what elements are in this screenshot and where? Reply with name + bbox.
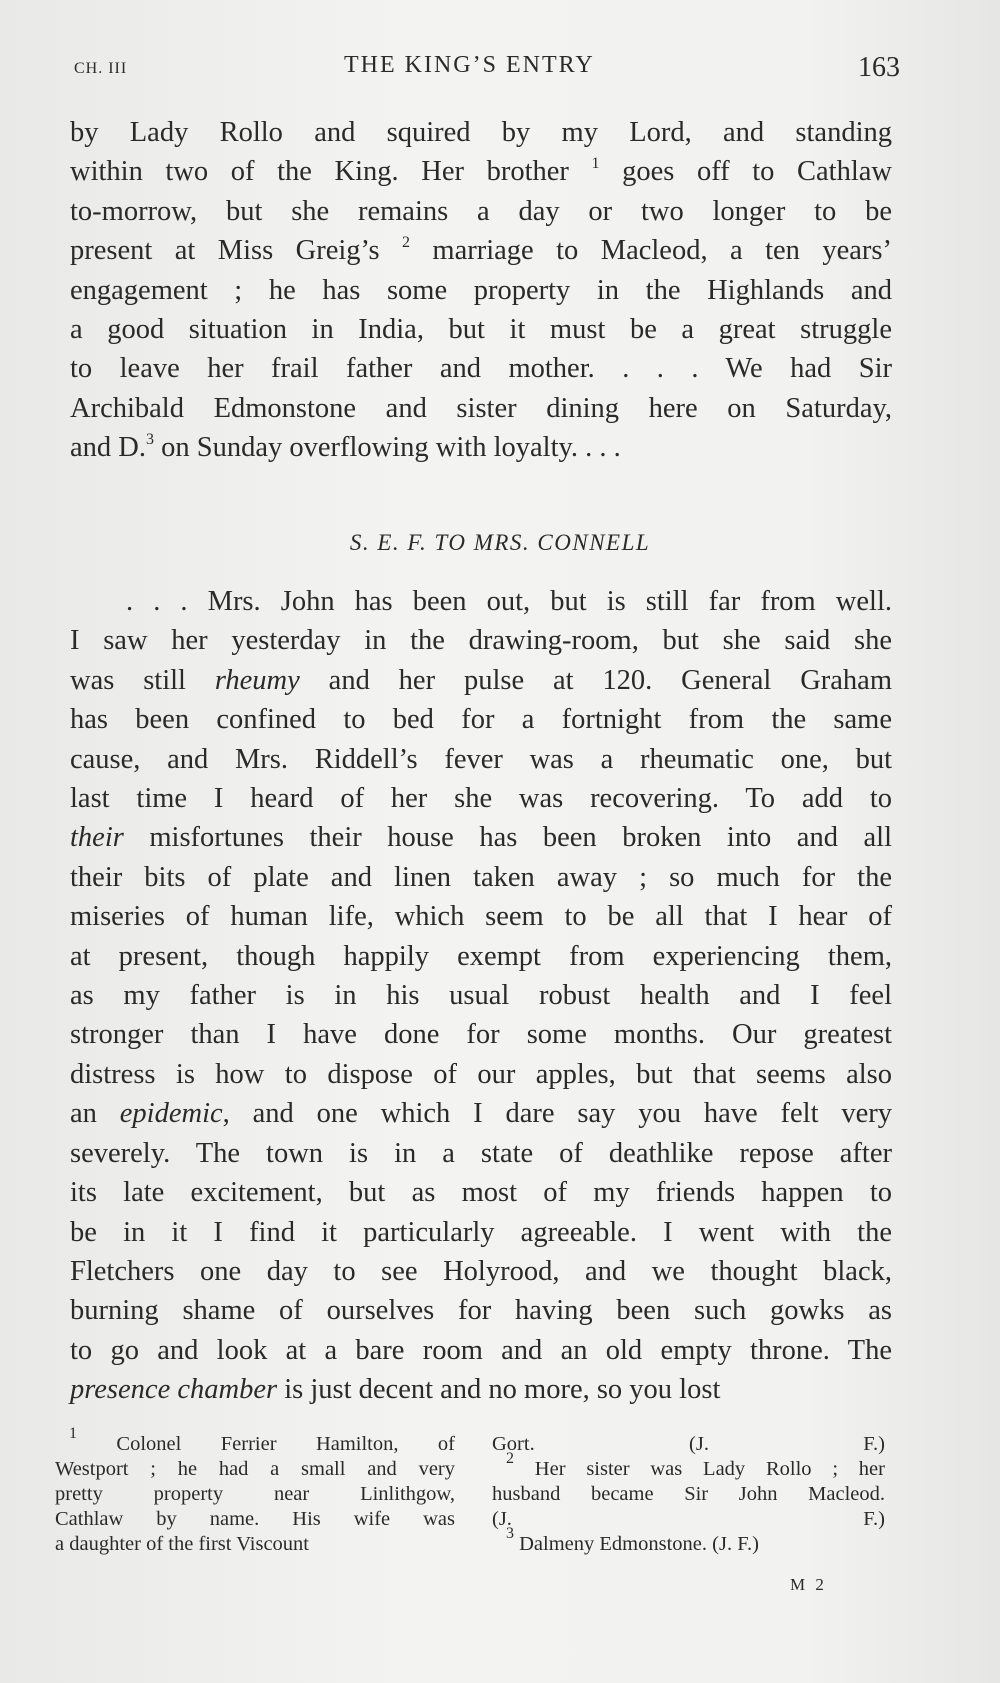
chapter-label: CH. III — [74, 60, 128, 77]
para2-line: to go and look at a bare room and an old empty throne. The — [70, 1334, 892, 1366]
page-number: 163 — [858, 52, 900, 83]
letter-continuation-paragraph — [70, 113, 892, 468]
footnotes.right-line: Gort. (J. F.) — [492, 1433, 885, 1455]
para2-line: its late excitement, but as most of my friends happen to — [70, 1177, 892, 1209]
para1-line: to-morrow, but she remains a day or two longer to be — [70, 195, 892, 227]
para2-line: their misfortunes their house has been broken into and all — [70, 822, 892, 854]
para1-line: within two of the King. Her brother $^1$ goes off to Cathlaw — [70, 155, 893, 188]
footnotes.left-line: Westport ; he had a small and very — [55, 1458, 455, 1480]
footnotes.left-line: $^1$ Colonel Ferrier Hamilton, of — [69, 1425, 455, 1455]
footnotes.left-line: Cathlaw by name. His wife was — [55, 1508, 455, 1530]
letter-heading: S. E. F. TO MRS. CONNELL — [349, 530, 651, 555]
para1-line: a good situation in India, but it must be a great struggle — [70, 314, 892, 346]
para1-line: by Lady Rollo and squired by my Lord, and standing — [70, 117, 892, 148]
para2-line: has been confined to bed for a fortnight from the same — [70, 704, 892, 736]
footnotes-right-column — [492, 1432, 885, 1557]
para2-line: be in it I find it particularly agreeable. I went with the — [70, 1216, 892, 1248]
para2-line: distress is how to dispose of our apples, but that seems also — [70, 1058, 892, 1090]
para2-line: their bits of plate and linen taken away ; so much for the — [70, 861, 892, 893]
para1-line: and D.$^3$ on Sunday overflowing with loyalty. . . . — [70, 431, 621, 464]
para1-line: Archibald Edmonstone and sister dining here on Saturday, — [70, 392, 892, 424]
footnotes.right-line: $^2$ Her sister was Lady Rollo ; her — [506, 1450, 885, 1480]
para2-line: cause, and Mrs. Riddell’s fever was a rheumatic one, but — [70, 743, 892, 775]
footnotes.left-line: pretty property near Linlithgow, — [55, 1483, 455, 1505]
para2-line: stronger than I have done for some months. Our greatest — [70, 1019, 892, 1051]
letter-body-paragraph — [70, 582, 892, 1410]
para2-line: as my father is in his usual robust health and I feel — [70, 980, 892, 1012]
footnotes.left-line: a daughter of the first Viscount — [55, 1533, 310, 1555]
para2-line: severely. The town is in a state of deathlike repose after — [70, 1137, 892, 1169]
para2-line: . . . Mrs. John has been out, but is still far from well. — [126, 586, 892, 617]
footnotes-left-column — [55, 1425, 455, 1557]
para2-line: an epidemic, and one which I dare say you have felt very — [70, 1098, 892, 1130]
para2-line: at present, though happily exempt from experiencing them, — [70, 940, 892, 972]
para1-line: engagement ; he has some property in the Highlands and — [70, 274, 892, 306]
footnotes.right-line: (J. F.) — [492, 1508, 885, 1530]
footnotes.right-line: $^3$ Dalmeny Edmonstone. (J. F.) — [506, 1525, 759, 1555]
signature-mark: M 2 — [790, 1575, 827, 1594]
para2-line: burning shame of ourselves for having been such gowks as — [70, 1295, 892, 1327]
para1-line: to leave her frail father and mother. . . . We had Sir — [70, 353, 892, 385]
para2-line: miseries of human life, which seem to be all that I hear of — [70, 901, 892, 933]
para1-line: present at Miss Greig’s $^2$ marriage to Macleod, a ten years’ — [70, 234, 892, 267]
running-head — [74, 50, 900, 90]
para2-line: Fletchers one day to see Holyrood, and we thought black, — [70, 1255, 892, 1287]
para2-line: was still rheumy and her pulse at 120. General Graham — [70, 664, 892, 696]
para2-line: I saw her yesterday in the drawing-room, but she said she — [70, 625, 892, 657]
footnotes.right-line: husband became Sir John Macleod. — [492, 1483, 885, 1505]
para2-line: presence chamber is just decent and no more, so you lost — [70, 1374, 721, 1406]
running-title: THE KING’S ENTRY — [344, 52, 595, 78]
para2-line: last time I heard of her she was recovering. To add to — [70, 783, 892, 815]
